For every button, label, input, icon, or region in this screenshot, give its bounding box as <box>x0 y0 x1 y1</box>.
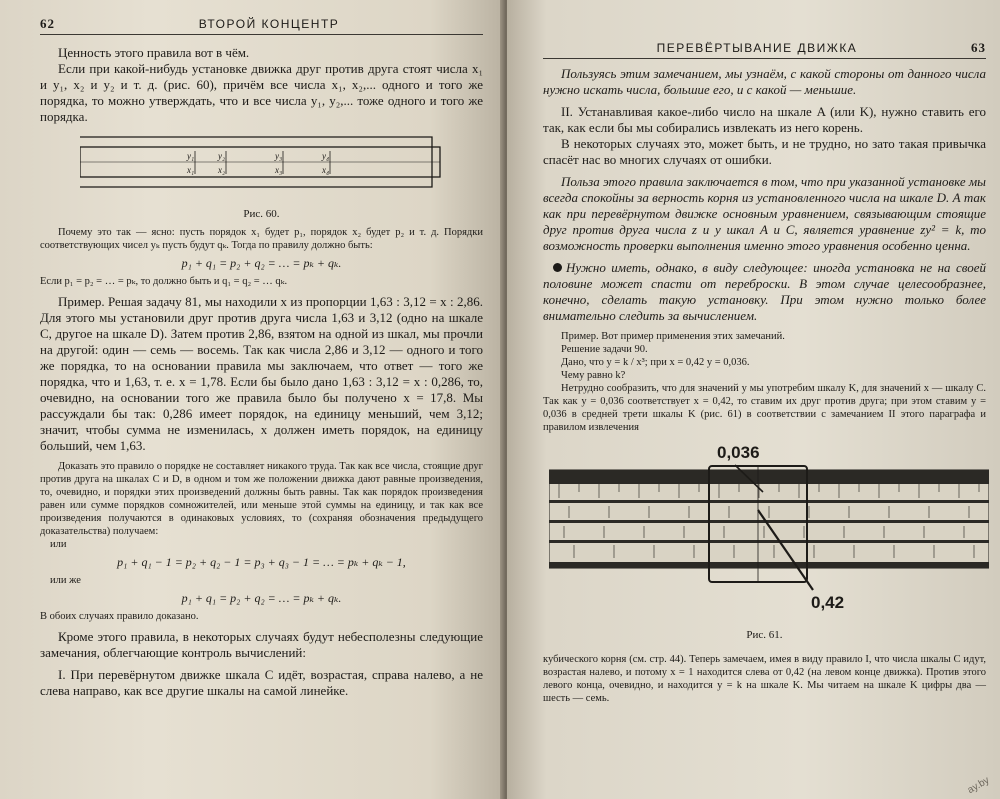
paragraph: Пример. Вот пример применения этих замечаний. <box>561 331 785 342</box>
figure-60 <box>80 129 483 204</box>
fig61-label-y: 0,036 <box>717 443 760 462</box>
bullet-icon <box>553 263 562 272</box>
page-number: 63 <box>971 40 986 55</box>
fig60-label-y4: y₄ <box>322 151 330 161</box>
running-title: ВТОРОЙ КОНЦЕНТР <box>198 17 340 31</box>
paragraph: Пример. Решая задачу 81, мы находили x из пропорции 1,63 : 3,12 = x : 2,86. Для этого мы установили друг против друга числа 1,63 и 3,12 (одно на шкале C, другое на шкале D). Затем против 2,86, взятом на одной из шкал, мы прочли на другой: один — семь — восемь. Так как числа 2,86 и 3,12 — одного и того же порядка, то на основании правила мы заключаем, что ответ — того же порядка, что и 1,63, т. е. x = 1,78. Если бы было дано 1,63 : 3,12 = x : 0,286, то, очевидно, на основании того же правила было бы получено x = 17,8. Мы рассуждали бы так: 0,286 имеет порядок, на единицу меньший, чем 3,12; значит, чтобы сумма не изменилась, x должен иметь порядок, на единицу больший, чем 1,63. <box>40 294 483 453</box>
text-or: или <box>50 539 67 550</box>
formula: p₁ + q₁ − 1 = p₂ + q₂ − 1 = p₃ + q₃ − 1 = … = pₖ + qₖ − 1, <box>117 555 406 569</box>
right-page-header <box>543 40 986 59</box>
paragraph: Ценность этого правила вот в чём. <box>58 45 250 60</box>
fig61-label-x: 0,42 <box>811 593 845 612</box>
paragraph: Если при какой-нибудь установке движка друг против друга стоят числа x₁ и y₁, x₂ и y₂ и т. д. (рис. 60), причём все числа x₁, x₂,... одного и того же порядка, то можно утверждать, что и все числа y₁, y₂,... тоже одного и того же порядка. <box>40 61 483 124</box>
fig60-label-y1: y₁ <box>187 151 195 161</box>
paragraph: I. При перевёрнутом движке шкала C идёт, возрастая, справа налево, а не слева направо, как все другие шкалы на самой линейке. <box>40 667 483 698</box>
paragraph: кубического корня (см. стр. 44). Теперь замечаем, имея в виду правило I, что числа шкалы C идут, возрастая налево, и потому x = 1 находится слева от 0,42 (на левом конце движка). Против этого левого конца, очевидно, и находится y = k на шкале K. Мы читаем на шкале K цифры два — шесть — семь. <box>543 654 986 704</box>
paragraph: В обоих случаях правило доказано. <box>40 611 199 622</box>
paragraph: Кроме этого правила, в некоторых случаях будут небесполезны следующие замечания, облегчающие контроль вычислений: <box>40 629 483 660</box>
formula: p₁ + q₁ = p₂ + q₂ = … = pₖ + qₖ. <box>181 256 342 270</box>
fig60-label-x4: x₄ <box>322 165 330 175</box>
slide-rule-photo <box>549 440 989 620</box>
paragraph: Почему это так — ясно: пусть порядок x₁ будет p₁, порядок x₂ будет p₂ и т. д. Порядки соответствующих чисел yₖ пусть будут qₖ. Тогда по правилу должно быть: <box>40 227 483 251</box>
figure-caption: Рис. 61. <box>746 629 783 641</box>
paragraph: Польза этого правила заключается в том, что при указанной установке мы всегда спокойны за верность корня из установленного числа на шкале D. А так как при перевёрнутом движке основным уравнением, связывающим стоящие друг против друга числа z и y шкал A и C, является уравнение zy² = k, то возможность проверки выполнения именно этого уравнения особенно ценна. <box>543 174 986 253</box>
paragraph: Если p₁ = p₂ = … = pₖ, то должно быть и q₁ = q₂ = … qₖ. <box>40 276 288 287</box>
paragraph: В некоторых случаях это, может быть, и не трудно, но зато такая привычка спасёт нас во многих случаях от ошибки. <box>543 136 986 167</box>
figure-caption: Рис. 60. <box>243 208 280 220</box>
paragraph: Пользуясь этим замечанием, мы узнаём, с какой стороны от данного числа нужно искать числа, большие его, и с какой — меньшие. <box>543 66 986 97</box>
paragraph: Доказать это правило о порядке не составляет никакого труда. Так как все числа, стоящие друг против друга на шкалах C и D, в одном и том же положении движка дают равные произведения, то, очевидно, и порядки этих произведений должны быть равны. Так как порядок произведения равен или сумме порядков сомножителей, или меньше этой суммы на единицу, и так как все произведения получаются в одинаковых условиях, то (сохраняя обозначения предыдущего доказательства) получаем: <box>40 461 483 537</box>
figure-61 <box>549 440 986 625</box>
watermark: ay.by <box>965 774 992 797</box>
fig60-label-x1: x₁ <box>187 165 195 175</box>
paragraph: II. Устанавливая какое-либо число на шкале A (или K), нужно ставить его так, как если бы мы собирались извлекать из него корень. <box>543 104 986 135</box>
paragraph: Решение задачи 90. <box>561 344 648 355</box>
fig60-label-y2: y₂ <box>218 151 226 161</box>
paragraph <box>543 260 986 324</box>
paragraph: Чему равно k? <box>561 370 626 381</box>
right-page <box>507 0 1000 799</box>
fig60-label-x2: x₂ <box>218 165 226 175</box>
text-or: или же <box>50 575 81 586</box>
fig60-label-y3: y₃ <box>275 151 283 161</box>
paragraph: Дано, что y = k / x³; при x = 0,42 y = 0,036. <box>561 357 750 368</box>
page-number: 62 <box>40 16 55 31</box>
formula: p₁ + q₁ = p₂ + q₂ = … = pₖ + qₖ. <box>181 591 342 605</box>
paragraph: Нетрудно сообразить, что для значений y мы употребим шкалу K, для значений x — шкалу C. Так как y = 0,036 соответствует x = 0,42, то ставим их друг против друга; при этом ставим y = 0,036 в средней трети шкалы K (рис. 61) в соответствии с замечанием II этого параграфа и правилом извлечения <box>543 383 986 433</box>
paragraph-text: Нужно иметь, однако, в виду следующее: иногда установка не на своей половине может спасти от переброски. В этом случае целесообразнее, конечно, сделать такую установку. При этом нужно только более внимательно следить за вычислением. <box>543 260 986 323</box>
slide-rule-diagram <box>80 129 450 199</box>
left-page-header <box>40 16 483 35</box>
running-title: ПЕРЕВЁРТЫВАНИЕ ДВИЖКА <box>656 41 858 55</box>
fig60-label-x3: x₃ <box>275 165 283 175</box>
